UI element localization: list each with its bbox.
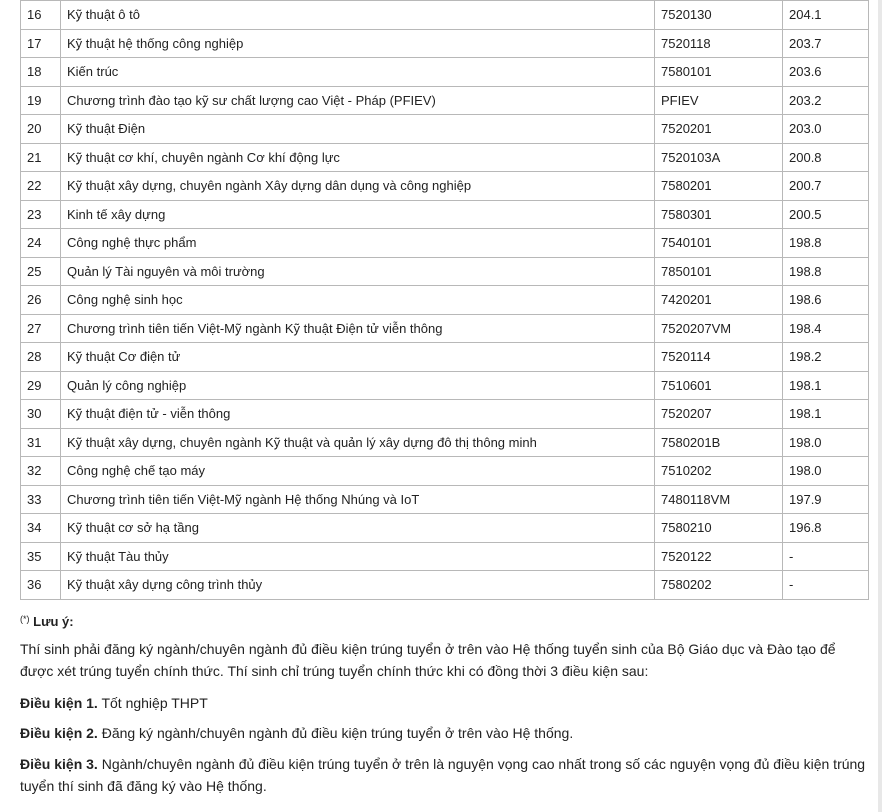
table-body bbox=[21, 1, 869, 600]
table-row bbox=[21, 229, 869, 258]
cell-major-code: 7580201B bbox=[655, 428, 783, 457]
cell-stt: 21 bbox=[21, 143, 61, 172]
cell-score: 198.1 bbox=[783, 371, 869, 400]
cell-major-code: 7540101 bbox=[655, 229, 783, 258]
table-row bbox=[21, 400, 869, 429]
admission-table-container bbox=[20, 0, 868, 600]
cell-score: 197.9 bbox=[783, 485, 869, 514]
cell-major-name: Kỹ thuật ô tô bbox=[61, 1, 655, 30]
cell-score: 198.8 bbox=[783, 229, 869, 258]
cell-stt: 31 bbox=[21, 428, 61, 457]
cell-score: 196.8 bbox=[783, 514, 869, 543]
table-row bbox=[21, 571, 869, 600]
cell-major-code: 7520122 bbox=[655, 542, 783, 571]
cell-major-code: PFIEV bbox=[655, 86, 783, 115]
cell-stt: 28 bbox=[21, 343, 61, 372]
cell-major-code: 7510601 bbox=[655, 371, 783, 400]
cell-stt: 35 bbox=[21, 542, 61, 571]
cell-score: 203.7 bbox=[783, 29, 869, 58]
table-row bbox=[21, 542, 869, 571]
cell-major-name: Chương trình tiên tiến Việt-Mỹ ngành Hệ thống Nhúng và IoT bbox=[61, 485, 655, 514]
cell-major-code: 7520207VM bbox=[655, 314, 783, 343]
condition-3-text: Ngành/chuyên ngành đủ điều kiện trúng tuyển ở trên là nguyện vọng cao nhất trong số các nguyện vọng đủ điều kiện trúng tuyển thí sinh đã đăng ký vào Hệ thống. bbox=[20, 756, 866, 794]
cell-major-name: Kỹ thuật điện tử - viễn thông bbox=[61, 400, 655, 429]
cell-stt: 34 bbox=[21, 514, 61, 543]
note-marker: (*) bbox=[20, 614, 30, 624]
note-heading bbox=[20, 608, 870, 633]
cell-score: 198.1 bbox=[783, 400, 869, 429]
cell-stt: 25 bbox=[21, 257, 61, 286]
cell-major-name: Kỹ thuật xây dựng, chuyên ngành Kỹ thuật và quản lý xây dựng đô thị thông minh bbox=[61, 428, 655, 457]
cell-major-code: 7420201 bbox=[655, 286, 783, 315]
cell-major-code: 7520201 bbox=[655, 115, 783, 144]
cell-stt: 17 bbox=[21, 29, 61, 58]
table-row bbox=[21, 286, 869, 315]
table-row bbox=[21, 1, 869, 30]
cell-score: - bbox=[783, 542, 869, 571]
cell-score: 198.4 bbox=[783, 314, 869, 343]
cell-score: 198.2 bbox=[783, 343, 869, 372]
cell-major-code: 7520114 bbox=[655, 343, 783, 372]
table-row bbox=[21, 485, 869, 514]
note-paragraph: Thí sinh phải đăng ký ngành/chuyên ngành đủ điều kiện trúng tuyển ở trên vào Hệ thống tuyển sinh của Bộ Giáo dục và Đào tạo để được xét trúng tuyển chính thức. Thí sinh chỉ trúng tuyển chính thức khi có đồng thời 3 điều kiện sau: bbox=[20, 641, 836, 679]
cell-score: 198.0 bbox=[783, 457, 869, 486]
cell-stt: 23 bbox=[21, 200, 61, 229]
condition-1-label: Điều kiện 1. bbox=[20, 695, 98, 711]
table-row bbox=[21, 115, 869, 144]
cell-major-name: Kỹ thuật cơ khí, chuyên ngành Cơ khí động lực bbox=[61, 143, 655, 172]
cell-major-name: Kiến trúc bbox=[61, 58, 655, 87]
table-row bbox=[21, 457, 869, 486]
cell-major-code: 7480118VM bbox=[655, 485, 783, 514]
cell-major-code: 7850101 bbox=[655, 257, 783, 286]
cell-major-code: 7520207 bbox=[655, 400, 783, 429]
cell-score: 200.8 bbox=[783, 143, 869, 172]
table-row bbox=[21, 200, 869, 229]
condition-2 bbox=[20, 722, 870, 744]
table-row bbox=[21, 58, 869, 87]
cell-major-name: Chương trình tiên tiến Việt-Mỹ ngành Kỹ thuật Điện tử viễn thông bbox=[61, 314, 655, 343]
cell-stt: 26 bbox=[21, 286, 61, 315]
cell-major-code: 7580101 bbox=[655, 58, 783, 87]
cell-stt: 29 bbox=[21, 371, 61, 400]
cell-major-code: 7520103A bbox=[655, 143, 783, 172]
cell-major-code: 7580301 bbox=[655, 200, 783, 229]
cell-major-name: Kỹ thuật Cơ điện tử bbox=[61, 343, 655, 372]
cell-major-name: Kỹ thuật hệ thống công nghiệp bbox=[61, 29, 655, 58]
table-row bbox=[21, 143, 869, 172]
condition-2-text: Đăng ký ngành/chuyên ngành đủ điều kiện trúng tuyển ở trên vào Hệ thống. bbox=[101, 725, 574, 741]
table-row bbox=[21, 86, 869, 115]
cell-major-name: Chương trình đào tạo kỹ sư chất lượng cao Việt - Pháp (PFIEV) bbox=[61, 86, 655, 115]
cell-score: 198.0 bbox=[783, 428, 869, 457]
note-title: Lưu ý: bbox=[33, 614, 74, 629]
table-row bbox=[21, 29, 869, 58]
cell-major-code: 7510202 bbox=[655, 457, 783, 486]
table-row bbox=[21, 172, 869, 201]
cell-score: 203.6 bbox=[783, 58, 869, 87]
cell-major-code: 7580210 bbox=[655, 514, 783, 543]
condition-1 bbox=[20, 692, 870, 714]
cell-stt: 27 bbox=[21, 314, 61, 343]
condition-3 bbox=[20, 753, 870, 797]
cell-stt: 30 bbox=[21, 400, 61, 429]
page-scrollbar-track[interactable] bbox=[878, 0, 882, 812]
condition-2-label: Điều kiện 2. bbox=[20, 725, 98, 741]
cell-major-name: Kỹ thuật xây dựng, chuyên ngành Xây dựng dân dụng và công nghiệp bbox=[61, 172, 655, 201]
table-row bbox=[21, 314, 869, 343]
cell-stt: 36 bbox=[21, 571, 61, 600]
table-row bbox=[21, 371, 869, 400]
cell-score: 204.1 bbox=[783, 1, 869, 30]
cell-major-code: 7520130 bbox=[655, 1, 783, 30]
cell-major-name: Công nghệ chế tạo máy bbox=[61, 457, 655, 486]
cell-score: 203.0 bbox=[783, 115, 869, 144]
table-row bbox=[21, 428, 869, 457]
cell-stt: 18 bbox=[21, 58, 61, 87]
cell-major-name: Kỹ thuật Tàu thủy bbox=[61, 542, 655, 571]
condition-3-label: Điều kiện 3. bbox=[20, 756, 98, 772]
cell-stt: 32 bbox=[21, 457, 61, 486]
cell-score: 203.2 bbox=[783, 86, 869, 115]
cell-major-name: Công nghệ sinh học bbox=[61, 286, 655, 315]
admission-scores-table bbox=[20, 0, 869, 600]
cell-major-name: Kỹ thuật Điện bbox=[61, 115, 655, 144]
cell-stt: 16 bbox=[21, 1, 61, 30]
cell-score: 198.8 bbox=[783, 257, 869, 286]
cell-major-code: 7520118 bbox=[655, 29, 783, 58]
condition-1-text: Tốt nghiệp THPT bbox=[101, 695, 208, 711]
cell-score: 200.5 bbox=[783, 200, 869, 229]
cell-stt: 19 bbox=[21, 86, 61, 115]
cell-stt: 22 bbox=[21, 172, 61, 201]
cell-major-code: 7580201 bbox=[655, 172, 783, 201]
cell-major-name: Quản lý công nghiệp bbox=[61, 371, 655, 400]
cell-stt: 20 bbox=[21, 115, 61, 144]
cell-major-name: Công nghệ thực phẩm bbox=[61, 229, 655, 258]
table-row bbox=[21, 514, 869, 543]
cell-major-code: 7580202 bbox=[655, 571, 783, 600]
cell-major-name: Quản lý Tài nguyên và môi trường bbox=[61, 257, 655, 286]
cell-score: 198.6 bbox=[783, 286, 869, 315]
cell-stt: 24 bbox=[21, 229, 61, 258]
cell-major-name: Kỹ thuật cơ sở hạ tầng bbox=[61, 514, 655, 543]
cell-score: - bbox=[783, 571, 869, 600]
cell-score: 200.7 bbox=[783, 172, 869, 201]
cell-major-name: Kinh tế xây dựng bbox=[61, 200, 655, 229]
table-row bbox=[21, 257, 869, 286]
cell-major-name: Kỹ thuật xây dựng công trình thủy bbox=[61, 571, 655, 600]
cell-stt: 33 bbox=[21, 485, 61, 514]
table-row bbox=[21, 343, 869, 372]
